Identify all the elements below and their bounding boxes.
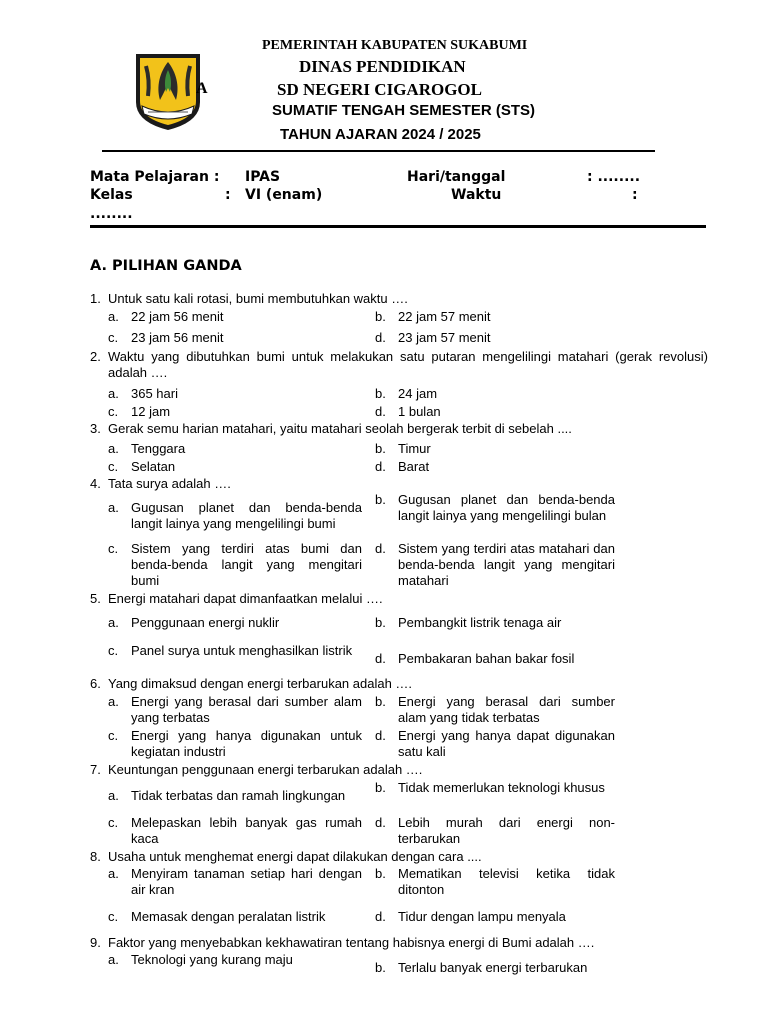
option-letter: a.	[108, 952, 119, 967]
question-9	[90, 935, 708, 951]
option-text: Sistem yang terdiri atas bumi dan benda-benda langit yang mengitari bumi	[131, 541, 362, 588]
option-letter: c.	[108, 459, 119, 474]
option-letter: b.	[375, 866, 386, 881]
option-6a	[108, 694, 362, 726]
option-7b	[375, 780, 615, 796]
option-3c	[108, 459, 362, 475]
question-8	[90, 849, 708, 865]
question-text: Faktor yang menyebabkan kekhawatiran tentang habisnya energi di Bumi adalah ….	[108, 935, 595, 950]
option-letter: b.	[375, 694, 386, 709]
option-text: Teknologi yang kurang maju	[131, 952, 293, 967]
question-number: 7.	[90, 762, 101, 777]
option-7c	[108, 815, 362, 847]
class-label: Kelas	[90, 187, 133, 203]
option-letter: b.	[375, 960, 386, 975]
question-7	[90, 762, 708, 778]
option-letter: a.	[108, 615, 119, 630]
option-9a	[108, 952, 362, 968]
option-6b	[375, 694, 615, 726]
academic-year: TAHUN AJARAN 2024 / 2025	[280, 126, 481, 143]
agency-title: DINAS PENDIDIKAN	[299, 57, 466, 76]
option-text: Menyiram tanaman setiap hari dengan air kran	[131, 866, 362, 897]
option-letter: d.	[375, 404, 386, 419]
option-6c	[108, 728, 362, 760]
option-5d	[375, 651, 615, 667]
option-text: Panel surya untuk menghasilkan listrik	[131, 643, 353, 658]
question-text: Waktu yang dibutuhkan bumi untuk melakukan satu putaran mengelilingi matahari (gerak revolusi) adalah ….	[108, 349, 708, 380]
option-letter: a.	[108, 441, 119, 456]
option-text: Gugusan planet dan benda-benda langit lainya yang mengelilingi bulan	[398, 492, 615, 523]
time-value: ........	[90, 206, 133, 222]
option-letter: b.	[375, 780, 386, 795]
question-number: 6.	[90, 676, 101, 691]
option-text: Gugusan planet dan benda-benda langit lainya yang mengelilingi bumi	[131, 500, 362, 531]
option-text: Selatan	[131, 459, 176, 474]
option-4a	[108, 500, 362, 532]
option-text: Tidak terbatas dan ramah lingkungan	[131, 788, 346, 803]
option-text: 22 jam 57 menit	[398, 309, 491, 324]
option-letter: c.	[108, 909, 119, 924]
option-letter: d.	[375, 728, 386, 743]
question-text: Yang dimaksud dengan energi terbarukan adalah ….	[108, 676, 413, 691]
option-letter: d.	[375, 330, 386, 345]
option-letter: a.	[108, 386, 119, 401]
option-letter: d.	[375, 815, 386, 830]
option-letter: a.	[108, 788, 119, 803]
option-letter: c.	[108, 330, 119, 345]
option-2a	[108, 386, 362, 402]
header-divider	[102, 150, 655, 152]
option-letter: c.	[108, 643, 119, 658]
question-3	[90, 421, 708, 437]
option-text: Energi yang berasal dari sumber alam yang terbatas	[131, 694, 362, 725]
subject-label: Mata Pelajaran :	[90, 169, 220, 185]
option-text: 23 jam 57 menit	[398, 330, 491, 345]
school-name: SD NEGERI CIGAROGOL	[277, 80, 482, 99]
option-2c	[108, 404, 362, 420]
option-8a	[108, 866, 362, 898]
subject-value: IPAS	[245, 169, 281, 185]
question-number: 3.	[90, 421, 101, 436]
option-letter: b.	[375, 386, 386, 401]
option-3a	[108, 441, 362, 457]
option-text: 365 hari	[131, 386, 178, 401]
time-label: Waktu	[451, 187, 502, 203]
question-text: Energi matahari dapat dimanfaatkan melalui ….	[108, 591, 383, 606]
option-letter: c.	[108, 404, 119, 419]
option-letter: c.	[108, 815, 119, 830]
option-1b	[375, 309, 615, 325]
question-number: 5.	[90, 591, 101, 606]
option-text: Energi yang hanya digunakan untuk kegiatan industri	[131, 728, 362, 759]
option-text: Lebih murah dari energi non-terbarukan	[398, 815, 615, 846]
day-date-label: Hari/tanggal	[407, 169, 506, 185]
option-9b	[375, 960, 615, 976]
option-text: 12 jam	[131, 404, 171, 419]
question-text: Tata surya adalah ….	[108, 476, 231, 491]
class-colon: :	[225, 187, 231, 203]
option-5c	[108, 643, 362, 659]
option-text: Energi yang berasal dari sumber alam yang tidak terbatas	[398, 694, 615, 725]
option-letter: d.	[375, 541, 386, 556]
question-2	[90, 349, 708, 381]
option-text: 23 jam 56 menit	[131, 330, 224, 345]
question-1	[90, 291, 708, 307]
option-text: Melepaskan lebih banyak gas rumah kaca	[131, 815, 362, 846]
option-letter: c.	[108, 541, 119, 556]
option-text: Tenggara	[131, 441, 186, 456]
option-7d	[375, 815, 615, 847]
option-letter: d.	[375, 651, 386, 666]
exam-title: SUMATIF TENGAH SEMESTER (STS)	[272, 102, 536, 119]
option-2d	[375, 404, 615, 420]
option-text: 24 jam	[398, 386, 438, 401]
option-letter: d.	[375, 459, 386, 474]
option-letter: a.	[108, 866, 119, 881]
option-letter: b.	[375, 441, 386, 456]
option-text: Penggunaan energi nuklir	[131, 615, 280, 630]
option-text: Tidur dengan lampu menyala	[398, 909, 566, 924]
option-text: Mematikan televisi ketika tidak ditonton	[398, 866, 615, 897]
question-number: 9.	[90, 935, 101, 950]
option-text: Pembakaran bahan bakar fosil	[398, 651, 575, 666]
option-text: 1 bulan	[398, 404, 441, 419]
option-1c	[108, 330, 362, 346]
option-3b	[375, 441, 615, 457]
option-text: Tidak memerlukan teknologi khusus	[398, 780, 605, 795]
option-8b	[375, 866, 615, 898]
option-6d	[375, 728, 615, 760]
section-title: A. PILIHAN GANDA	[90, 258, 242, 274]
time-colon: :	[632, 187, 638, 203]
option-text: 22 jam 56 menit	[131, 309, 224, 324]
option-3d	[375, 459, 615, 475]
option-letter: b.	[375, 492, 386, 507]
option-letter: a.	[108, 309, 119, 324]
option-letter: d.	[375, 909, 386, 924]
option-text: Pembangkit listrik tenaga air	[398, 615, 562, 630]
option-4b	[375, 492, 615, 524]
class-value: VI (enam)	[245, 187, 323, 203]
question-4	[90, 476, 708, 492]
option-letter: a.	[108, 694, 119, 709]
question-number: 4.	[90, 476, 101, 491]
option-text: Timur	[398, 441, 431, 456]
option-letter: b.	[375, 309, 386, 324]
question-text: Untuk satu kali rotasi, bumi membutuhkan waktu ….	[108, 291, 408, 306]
option-text: Sistem yang terdiri atas matahari dan benda-benda langit yang mengitari matahari	[398, 541, 615, 588]
identity-divider	[90, 225, 706, 228]
option-4d	[375, 541, 615, 589]
option-4c	[108, 541, 362, 589]
option-1d	[375, 330, 615, 346]
option-8d	[375, 909, 615, 925]
option-text: Memasak dengan peralatan listrik	[131, 909, 326, 924]
kabupaten-sukabumi-emblem-icon	[134, 52, 202, 132]
question-text: Usaha untuk menghemat energi dapat dilakukan dengan cara ....	[108, 849, 482, 864]
question-number: 8.	[90, 849, 101, 864]
government-title: PEMERINTAH KABUPATEN SUKABUMI	[262, 38, 528, 53]
question-text: Gerak semu harian matahari, yaitu matahari seolah bergerak terbit di sebelah ....	[108, 421, 572, 436]
option-text: Terlalu banyak energi terbarukan	[398, 960, 588, 975]
question-5	[90, 591, 708, 607]
option-7a	[108, 788, 362, 804]
question-6	[90, 676, 708, 692]
question-number: 2.	[90, 349, 101, 364]
stray-letter: A	[196, 80, 208, 97]
option-5b	[375, 615, 615, 631]
option-letter: b.	[375, 615, 386, 630]
option-text: Barat	[398, 459, 430, 474]
option-letter: a.	[108, 500, 119, 515]
option-text: Energi yang hanya dapat digunakan satu kali	[398, 728, 615, 759]
option-2b	[375, 386, 615, 402]
option-8c	[108, 909, 362, 925]
question-number: 1.	[90, 291, 101, 306]
day-date-value: : ........	[587, 169, 641, 185]
question-text: Keuntungan penggunaan energi terbarukan adalah ….	[108, 762, 423, 777]
option-1a	[108, 309, 362, 325]
option-5a	[108, 615, 362, 631]
option-letter: c.	[108, 728, 119, 743]
